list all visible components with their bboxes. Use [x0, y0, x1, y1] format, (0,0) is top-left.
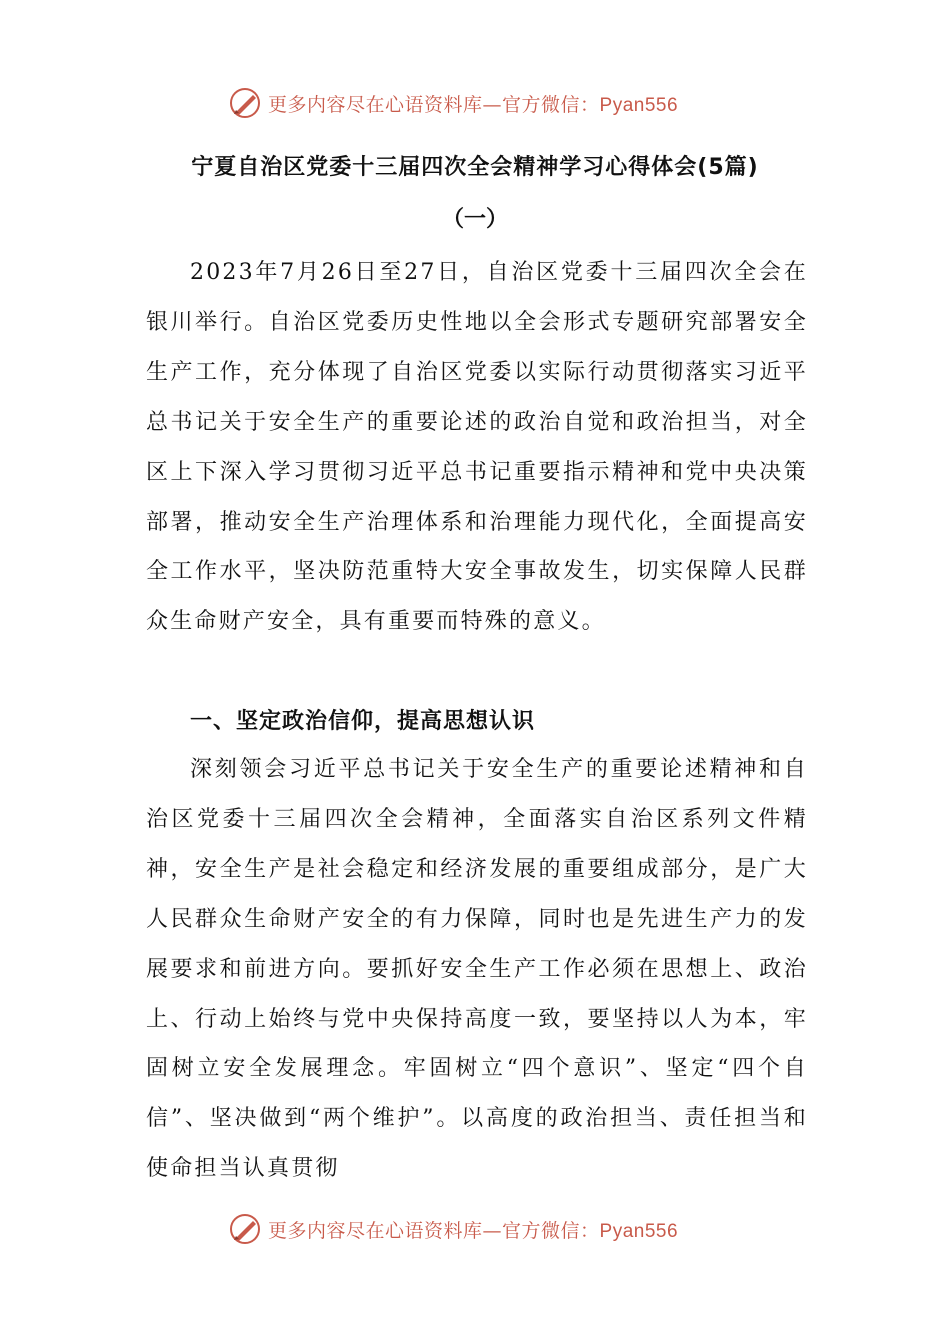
watermark-wechat-id: Pyan556 [599, 1220, 679, 1242]
paragraph-2: 深刻领会习近平总书记关于安全生产的重要论述精神和自治区党委十三届四次全会精神，全面落实自治区系列文件精神，安全生产是社会稳定和经济发展的重要组成部分，是广大人民群众生命财产安全的有力保障，同时也是先进生产力的发展要求和前进方向。要抓好安全生产工作必须在思想上、政治上、行动上始终与党中央保持高度一致，要坚持以人为本，牢固树立安全发展理念。牢固树立“四个意识”、坚定“四个自信”、坚决做到“两个维护”。以高度的政治担当、责任担当和使命担当认真贯彻 [146, 757, 808, 1182]
paragraph-1: 2023年7月26日至27日，自治区党委十三届四次全会在银川举行。自治区党委历史性地以全会形式专题研究部署安全生产工作，充分体现了自治区党委以实际行动贯彻落实习近平总书记关于安全生产的重要论述的政治自觉和政治担当，对全区上下深入学习贯彻习近平总书记重要指示精神和党中央决策部署，推动安全生产治理体系和治理能力现代化，全面提高安全工作水平，坚决防范重特大安全事故发生，切实保障人民群众生命财产安全，具有重要而特殊的意义。 [146, 260, 808, 635]
pen-logo-icon [228, 86, 262, 120]
document-title: 宁夏自治区党委十三届四次全会精神学习心得体会(5篇) [191, 155, 759, 180]
watermark-wechat-id: Pyan556 [599, 94, 679, 116]
watermark-text [268, 1216, 678, 1243]
section-heading-1: 一、坚定政治信仰，提高思想认识 [190, 709, 536, 734]
paragraph-1-block [146, 248, 808, 647]
paragraph-2-block [146, 745, 808, 1194]
watermark-text-cn: 更多内容尽在心语资料库—官方微信： [268, 1219, 600, 1242]
watermark-text-cn: 更多内容尽在心语资料库—官方微信： [268, 93, 600, 116]
watermark-text [268, 90, 678, 117]
watermark-banner-top [228, 86, 728, 120]
pen-logo-icon [228, 1212, 262, 1246]
section-number: （一） [441, 207, 508, 232]
watermark-banner-bottom [228, 1212, 728, 1246]
